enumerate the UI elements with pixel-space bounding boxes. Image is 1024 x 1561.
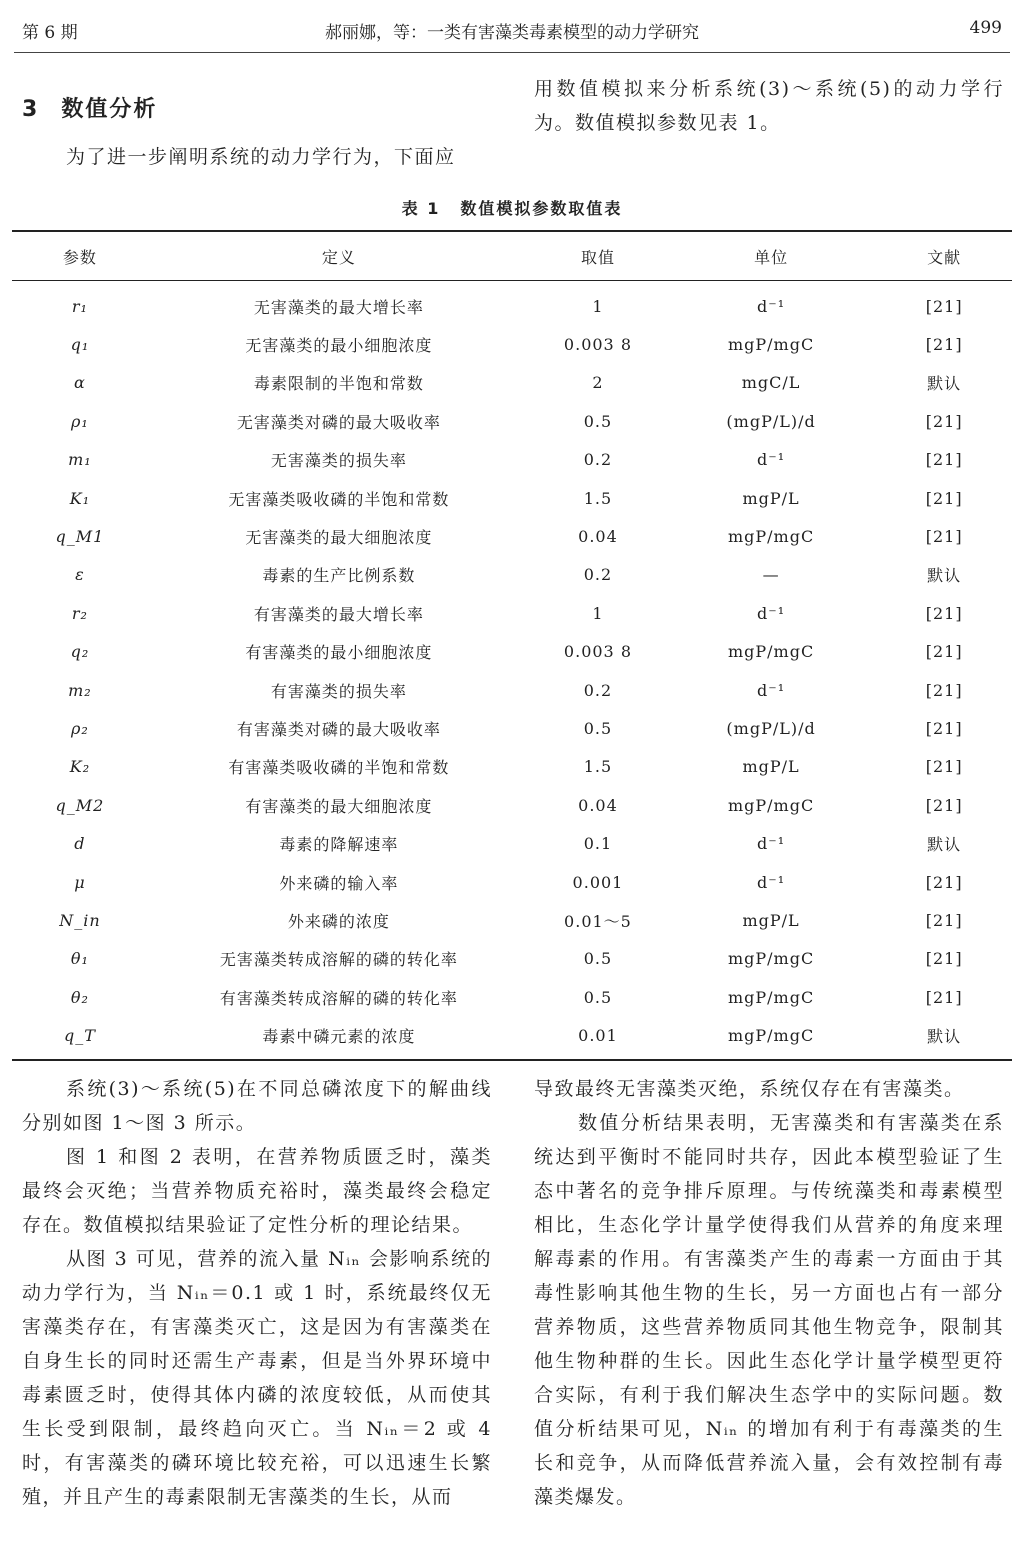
column-header-parameter: 参数 [12, 231, 148, 281]
cell-value: 0.01 [530, 1016, 666, 1059]
cell-parameter: ρ₂ [71, 718, 89, 738]
cell-unit: d⁻¹ [757, 296, 786, 316]
cell-parameter: K₁ [69, 488, 91, 508]
cell-parameter: q_T [12, 1016, 148, 1059]
cell-reference: [21] [925, 910, 963, 930]
cell-definition: 毒素限制的半饱和常数 [253, 374, 424, 394]
cell-unit: (mgP/L)/d [726, 718, 816, 738]
running-header [22, 18, 1002, 44]
cell-parameter: K₂ [69, 757, 91, 777]
cell-unit: mgP/mgC [727, 335, 815, 355]
table-row [12, 1016, 1012, 1059]
body-paragraph: 导致最终无害藻类灭绝，系统仅存在有害藻类。 [534, 1078, 965, 1100]
cell-parameter: θ₂ [70, 987, 89, 1007]
cell-unit: mgP/mgC [727, 795, 815, 815]
cell-unit: mgC/L [741, 373, 801, 393]
cell-definition: 无害藻类的最小细胞浓度 [245, 336, 433, 356]
cell-reference: 默认 [927, 566, 962, 586]
section-heading [22, 92, 157, 123]
issue-number: 第 6 期 [22, 23, 78, 43]
cell-reference: [21] [925, 296, 963, 316]
table-row [12, 479, 1012, 517]
cell-parameter: q_M2 [55, 795, 105, 815]
cell-unit: mgP/mgC [727, 987, 815, 1007]
cell-value: 1.5 [583, 488, 613, 508]
cell-unit: mgP/mgC [727, 527, 815, 547]
body-paragraph: 图 1 和图 2 表明，在营养物质匮乏时，藻类最终会灭绝；当营养物质充裕时，藻类最终会稳定存在。数值模拟结果验证了定性分析的理论结果。 [22, 1146, 492, 1236]
cell-parameter: N_in [59, 910, 101, 930]
column-header-definition: 定义 [148, 231, 530, 281]
cell-parameter: α [74, 373, 86, 393]
table-caption [0, 196, 1024, 219]
cell-value: 0.001 [572, 872, 624, 892]
cell-definition: 无害藻类吸收磷的半饱和常数 [228, 489, 450, 509]
table-row [12, 786, 1012, 824]
table-row [12, 978, 1012, 1016]
cell-reference: [21] [925, 642, 963, 662]
cell-definition: 无害藻类的最大增长率 [253, 297, 424, 317]
body-paragraph: 从图 3 可见，营养的流入量 Nᵢₙ 会影响系统的动力学行为，当 Nᵢₙ＝0.1 或 1 时，系统最终仅无害藻类存在，有害藻类灭亡，这是因为有害藻类在自身生长的同时还需生产毒素，但是当外界环境中毒素匮乏时，使得其体内磷的浓度较低，从而使其生长受到限制，最终趋向灭亡。当 Nᵢₙ＝2 或 4 时，有害藻类的磷环境比较充裕，可以迅速生长繁殖，并且产生的毒素限制无害藻类的生长，从而 [22, 1248, 492, 1508]
cell-value: 1.5 [583, 757, 613, 777]
cell-value: 0.003 8 [563, 335, 632, 355]
cell-definition: 有害藻类吸收磷的半饱和常数 [228, 758, 450, 778]
cell-reference: [21] [925, 527, 963, 547]
table-row [12, 824, 1012, 862]
table-label: 表 1 [401, 199, 441, 218]
table-row [12, 748, 1012, 786]
cell-parameter: m₂ [68, 680, 92, 700]
cell-value: 0.04 [578, 795, 618, 815]
cell-value: 0.2 [583, 565, 613, 585]
cell-value: 0.5 [583, 949, 613, 969]
body-column-left [22, 1072, 492, 1514]
cell-definition: 无害藻类转成溶解的磷的转化率 [219, 950, 458, 970]
cell-value: 2 [592, 373, 604, 393]
cell-value: 1 [592, 603, 604, 623]
cell-reference: [21] [925, 411, 963, 431]
cell-definition: 有害藻类对磷的最大吸收率 [236, 719, 441, 739]
cell-reference: [21] [925, 603, 963, 623]
column-header-reference: 文献 [876, 231, 1012, 281]
cell-parameter: q₁ [70, 335, 90, 355]
cell-parameter: r₂ [71, 603, 88, 623]
cell-value: 0.2 [583, 680, 613, 700]
table-row [12, 281, 1012, 326]
cell-unit: d⁻¹ [757, 834, 786, 854]
cell-definition: 无害藻类的最大细胞浓度 [245, 528, 433, 548]
cell-unit: mgP/L [742, 488, 800, 508]
cell-reference: 默认 [927, 374, 962, 394]
cell-value: 0.01～5 [564, 911, 632, 931]
cell-parameter: μ [74, 872, 86, 892]
cell-unit: (mgP/L)/d [726, 411, 816, 431]
cell-value: 0.04 [578, 527, 618, 547]
cell-parameter: ρ₁ [71, 411, 89, 431]
cell-parameter: r₁ [71, 296, 88, 316]
cell-reference: [21] [925, 488, 963, 508]
cell-definition: 外来磷的输入率 [279, 873, 399, 893]
running-title: 郝丽娜，等：一类有害藻类毒素模型的动力学研究 [325, 23, 699, 43]
cell-value: 0.003 8 [563, 642, 632, 662]
table-row [12, 594, 1012, 632]
cell-value: 0.1 [583, 834, 613, 854]
section-number: 3 [22, 97, 40, 122]
intro-paragraph-right: 用数值模拟来分析系统(3)～系统(5)的动力学行为。数值模拟参数见表 1。 [534, 78, 1004, 134]
cell-unit: d⁻¹ [757, 872, 786, 892]
table-row [12, 556, 1012, 594]
cell-reference: [21] [925, 335, 963, 355]
cell-unit: mgP/mgC [666, 1016, 876, 1059]
cell-unit: d⁻¹ [757, 603, 786, 623]
cell-definition: 毒素中磷元素的浓度 [148, 1016, 530, 1059]
cell-reference: [21] [925, 872, 963, 892]
cell-unit: mgP/L [742, 910, 800, 930]
table-row [12, 402, 1012, 440]
cell-reference: [21] [925, 450, 963, 470]
cell-parameter: θ₁ [70, 949, 89, 969]
table-caption-text: 数值模拟参数取值表 [460, 199, 623, 218]
cell-definition: 毒素的降解速率 [279, 835, 399, 855]
cell-definition: 毒素的生产比例系数 [262, 566, 416, 586]
cell-definition: 有害藻类的最大增长率 [253, 604, 424, 624]
table-body [12, 281, 1012, 1060]
cell-value: 0.5 [583, 411, 613, 431]
table-row [12, 633, 1012, 671]
table-row [12, 863, 1012, 901]
section-title: 数值分析 [61, 97, 158, 122]
body-paragraph: 系统(3)～系统(5)在不同总磷浓度下的解曲线分别如图 1～图 3 所示。 [22, 1078, 492, 1134]
table-row [12, 441, 1012, 479]
column-header-unit: 单位 [666, 231, 876, 281]
cell-definition: 有害藻类的损失率 [270, 681, 407, 701]
cell-unit: mgP/mgC [727, 949, 815, 969]
cell-value: 0.2 [583, 450, 613, 470]
cell-parameter: d [74, 834, 86, 854]
table-row [12, 671, 1012, 709]
cell-reference: [21] [925, 718, 963, 738]
page-number: 499 [969, 18, 1002, 38]
column-header-value: 取值 [530, 231, 666, 281]
table-row [12, 364, 1012, 402]
cell-parameter: m₁ [68, 450, 92, 470]
cell-definition: 无害藻类对磷的最大吸收率 [236, 412, 441, 432]
cell-unit: — [762, 565, 780, 585]
cell-parameter: q_M1 [55, 527, 105, 547]
cell-definition: 有害藻类转成溶解的磷的转化率 [219, 988, 458, 1008]
table-row [12, 901, 1012, 939]
cell-reference: 默认 [876, 1016, 1012, 1059]
cell-parameter: q₂ [70, 642, 90, 662]
cell-reference: [21] [925, 757, 963, 777]
cell-parameter: ε [75, 565, 85, 585]
cell-value: 0.5 [583, 718, 613, 738]
cell-reference: [21] [925, 680, 963, 700]
cell-value: 1 [592, 296, 604, 316]
cell-reference: [21] [925, 987, 963, 1007]
table-header-row [12, 231, 1012, 281]
table-row [12, 709, 1012, 747]
cell-unit: mgP/L [742, 757, 800, 777]
header-rule [14, 52, 1010, 53]
cell-reference: 默认 [927, 835, 962, 855]
table-row [12, 325, 1012, 363]
cell-definition: 无害藻类的损失率 [270, 451, 407, 471]
cell-definition: 外来磷的浓度 [287, 911, 390, 931]
cell-unit: d⁻¹ [757, 450, 786, 470]
cell-reference: [21] [925, 795, 963, 815]
cell-definition: 有害藻类的最大细胞浓度 [245, 796, 433, 816]
table-row [12, 517, 1012, 555]
intro-paragraph-left: 为了进一步阐明系统的动力学行为，下面应 [66, 146, 456, 168]
cell-reference: [21] [925, 949, 963, 969]
body-column-right [534, 1072, 1004, 1514]
parameter-table [12, 230, 1012, 1061]
cell-definition: 有害藻类的最小细胞浓度 [245, 643, 433, 663]
body-paragraph: 数值分析结果表明，无害藻类和有害藻类在系统达到平衡时不能同时共存，因此本模型验证了生态中著名的竞争排斥原理。与传统藻类和毒素模型相比，生态化学计量学使得我们从营养的角度来理解毒素的作用。有害藻类产生的毒素一方面由于其毒性影响其他生物的生长，另一方面也占有一部分营养物质，这些营养物质同其他生物竞争，限制其他生物种群的生长。因此生态化学计量学模型更符合实际，有利于我们解决生态学中的实际问题。数值分析结果可见，Nᵢₙ 的增加有利于有毒藻类的生长和竞争，从而降低营养流入量，会有效控制有毒藻类爆发。 [534, 1112, 1004, 1508]
table-row [12, 940, 1012, 978]
cell-unit: d⁻¹ [757, 680, 786, 700]
cell-unit: mgP/mgC [727, 642, 815, 662]
cell-value: 0.5 [583, 987, 613, 1007]
